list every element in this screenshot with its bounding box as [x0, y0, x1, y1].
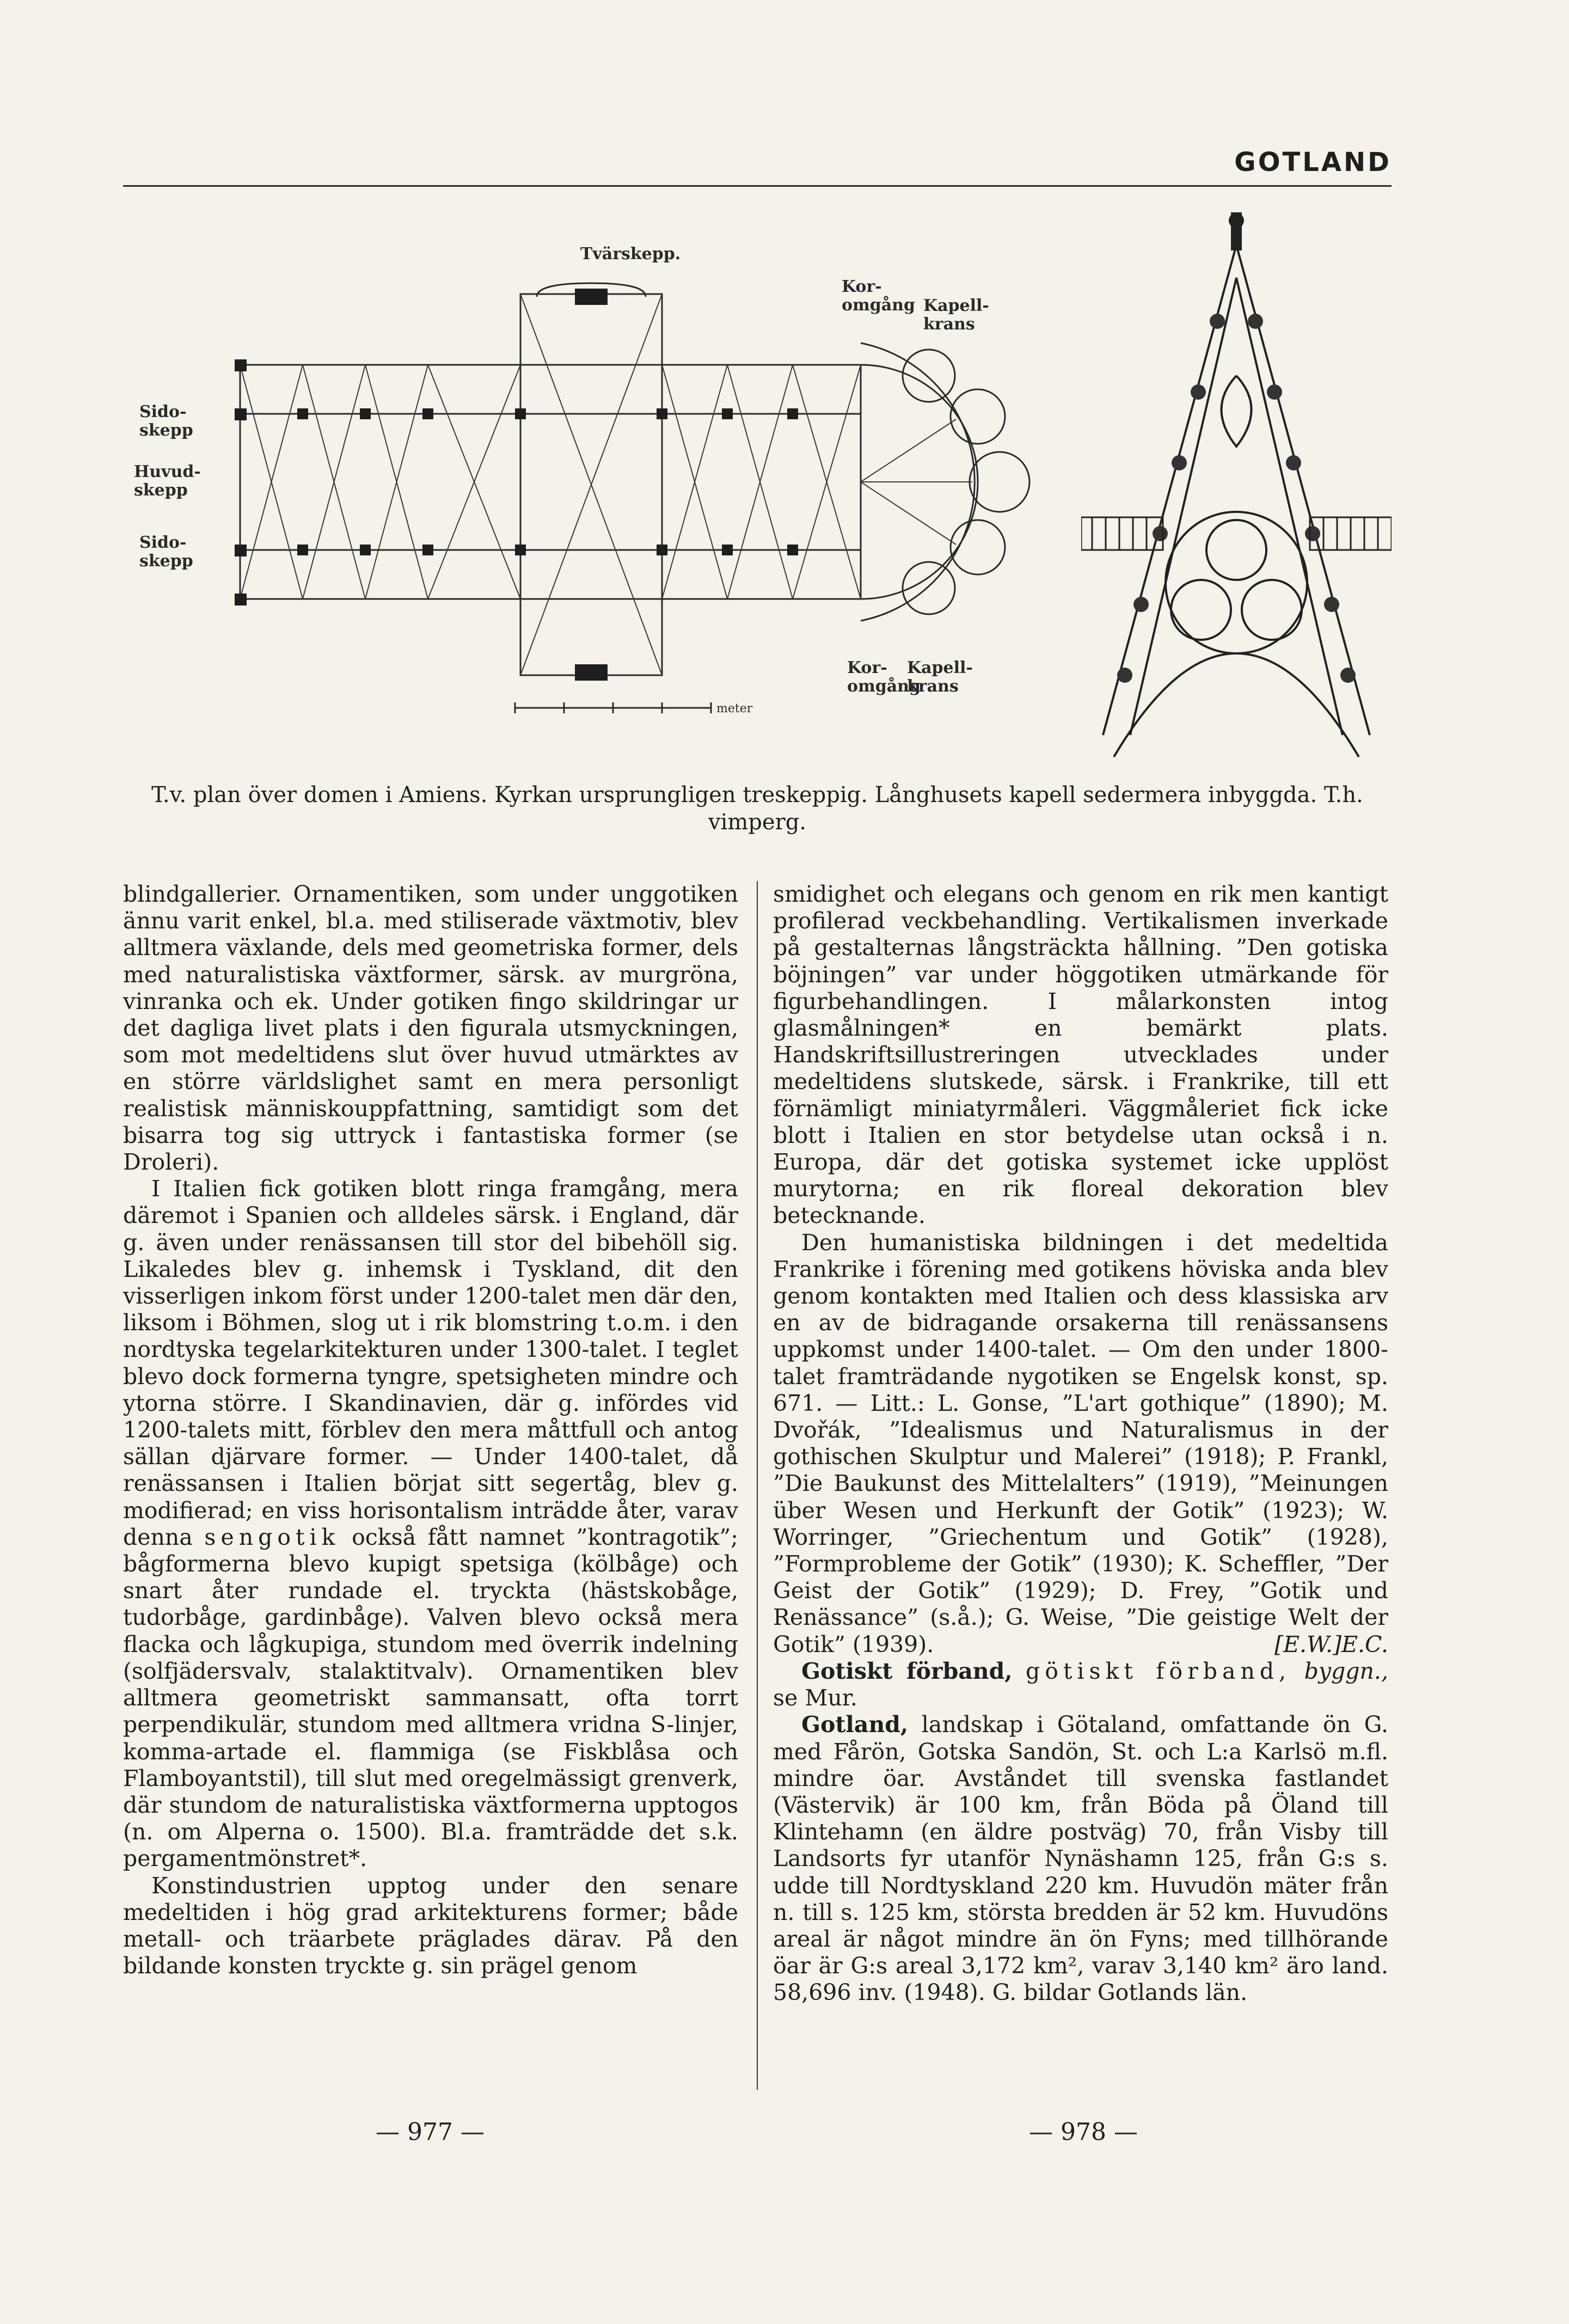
vimperg-illustration	[1081, 212, 1392, 762]
left-paragraph-3: Konstindustrien upptog under den senare medeltiden i hög grad arkitekturens former; både metall- och träarbete präglades därav. På den bildande konsten tryckte g. sin prägel genom	[123, 1872, 738, 1979]
entry-gotland	[773, 1711, 1388, 2006]
entry-ref-mur: se Mur.	[773, 1685, 857, 1711]
term-sengotik: sengotik	[204, 1524, 340, 1550]
label-kapellkrans-bottom: Kapell- krans	[907, 658, 973, 696]
label-sidoskepp-1: Sido- skepp	[139, 402, 193, 440]
left-paragraph-2b: också fått namnet ”kontragotik”; bågformerna blevo kupigt spetsiga (kölbåge) och snart åter rundade el. tryckta (hästskobåge, tudorbåge, gardinbåge). Valven blevo också mera flacka och lågkupiga, stundom med överrik indelning (solfjädersvalv, stalaktitvalv). Ornamentiken blev alltmera geometriskt sammansatt, ofta torrt perpendikulär, stundom med alltmera vridna S-linjer, komma-artade el. flammiga (se Fiskblåsa och Flamboyantstil), till slut med oregelmässigt grenverk, där stundom de naturalistiska växtformerna upptogos (n. om Alperna o. 1500). Bl.a. framträdde det s.k. pergamentmönstret*.	[123, 1524, 738, 1872]
figure	[123, 201, 1392, 768]
right-paragraph-1: smidighet och elegans och genom en rik men kantigt profilerad veckbehandling. Vertikalismen inverkade på gestalternas långsträckta hållning. ”Den gotiska böjningen” var under höggotiken utmärkande för figurbehandlingen. I målarkonsten intog glasmålningen* en bemärkt plats. Handskriftsillustreringen utvecklades under medeltidens slutskede, särsk. i Frankrike, till ett förnämligt miniatyrmåleri. Väggmåleriet fick icke blott i Italien en stor betydelse utan också i n. Europa, där det gotiska systemet icke upplöst murytorna; en rik floreal dekoration blev betecknande.	[773, 881, 1388, 1229]
entry-gotiskt-forband	[773, 1658, 1388, 1711]
label-sidoskepp-2: Sido- skepp	[139, 533, 193, 571]
cathedral-plan-illustration	[123, 201, 1076, 724]
label-koromgang-top: Kor- omgång	[842, 277, 915, 315]
label-tvarskepp: Tvärskepp.	[580, 244, 681, 264]
author-signature: [E.W.]E.C.	[1274, 1631, 1388, 1658]
entry-head-gotiskt-forband: Gotiskt förband,	[801, 1658, 1013, 1684]
left-paragraph-1: blindgallerier. Ornamentiken, som under unggotiken ännu varit enkel, bl.a. med stiliserade växtmotiv, blev alltmera växlande, dels med geometriska former, dels med naturalistiska växtformer, särsk. av murgröna, vinranka och ek. Under gotiken fingo skildringar ur det dagliga livet plats i den figurala utsmyckningen, som mot medeltidens slut över huvud utmärktes av en större världslighet samt en mera personligt realistisk människouppfattning, samtidigt som det bisarra tog sig uttryck i fantastiska former (se Droleri).	[123, 881, 738, 1176]
page-header	[123, 147, 1392, 187]
left-paragraph-2a: I Italien fick gotiken blott ringa framgång, mera däremot i Spanien och alldeles särsk. i England, där g. även under renässansen till stor del bibehöll sig. Likaledes blev g. inhemsk i Tyskland, dit den visserligen inkom först under 1200-talet men där den, liksom i Böhmen, slog ut i rik blomstring t.o.m. i den nordtyska tegelarkitekturen under 1300-talet. I teglet blevo dock formerna tyngre, spetsigheten mindre och ytorna större. I Skandinavien, där g. infördes vid 1200-talets mitt, förblev den mera måttfull och antog sällan djärvare former. — Under 1400-talet, då renässansen i Italien börjat sitt segertåg, blev g. modifierad; en viss horisontalism inträdde åter, varav denna	[123, 1176, 738, 1550]
folio-right: — 978 —	[1029, 2118, 1138, 2146]
running-head: GOTLAND	[1234, 147, 1392, 178]
column-rule	[757, 881, 758, 2090]
figure-caption: T.v. plan över domen i Amiens. Kyrkan ursprungligen treskeppig. Långhusets kapell sedermera inbyggda. T.h. vimperg.	[151, 782, 1363, 835]
label-kapellkrans-top: Kapell- krans	[923, 296, 989, 334]
entry-text-gotland: landskap i Götaland, omfattande ön G. med Fårön, Gotska Sandön, St. och L:a Karlsö m.fl. mindre öar. Avståndet till svenska fastlandet (Västervik) är 100 km, från Böda på Öland till Klintehamn (en äldre postväg) 70, från Visby till Landsorts fyr utanför Nynäshamn 125, från G:s s. udde till Nordtyskland 220 km. Huvudön mäter från n. till s. 125 km, största bredden är 52 km. Huvudöns areal är något mindre än ön Fyns; med tillhörande öar är G:s areal 3,172 km², varav 3,140 km² äro land. 58,696 inv. (1948). G. bildar Gotlands län.	[773, 1711, 1388, 2006]
entry-head-gotland: Gotland,	[801, 1711, 909, 1738]
left-paragraph-2	[123, 1176, 738, 1872]
folio-left: — 977 —	[376, 2118, 485, 2146]
entry-spaced-gotiskt-forband: götiskt förband,	[1026, 1658, 1291, 1684]
label-scale: meter	[716, 702, 753, 715]
right-column	[773, 881, 1388, 2007]
left-column	[123, 881, 738, 1979]
label-koromgang-bottom: Kor- omgång	[847, 658, 921, 696]
right-paragraph-2-text: Den humanistiska bildningen i det medeltida Frankrike i förening med gotikens höviska anda blev genom kontakten med Italien och dess klassiska arv en av de bidragande orsakerna till renässansens uppkomst under 1400-talet. — Om den under 1800-talet framträdande nygotiken se Engelsk konst, sp. 671. — Litt.: L. Gonse, ”L'art gothique” (1890); M. Dvořák, ”Idealismus und Naturalismus in der gothischen Skulptur und Malerei” (1918); P. Frankl, ”Die Baukunst des Mittelalters” (1919), ”Meinungen über Wesen und Herkunft der Gotik” (1923); W. Worringer, ”Griechentum und Gotik” (1928), ”Formprobleme der Gotik” (1930); K. Scheffler, ”Der Geist der Gotik” (1929); D. Frey, ”Gotik und Renässance” (s.å.); G. Weise, ”Die geistige Welt der Gotik” (1939).	[773, 1229, 1388, 1658]
right-paragraph-2	[773, 1230, 1388, 1658]
label-huvudskepp: Huvud- skepp	[134, 462, 201, 500]
entry-abbr-byggn: byggn.,	[1304, 1658, 1388, 1684]
